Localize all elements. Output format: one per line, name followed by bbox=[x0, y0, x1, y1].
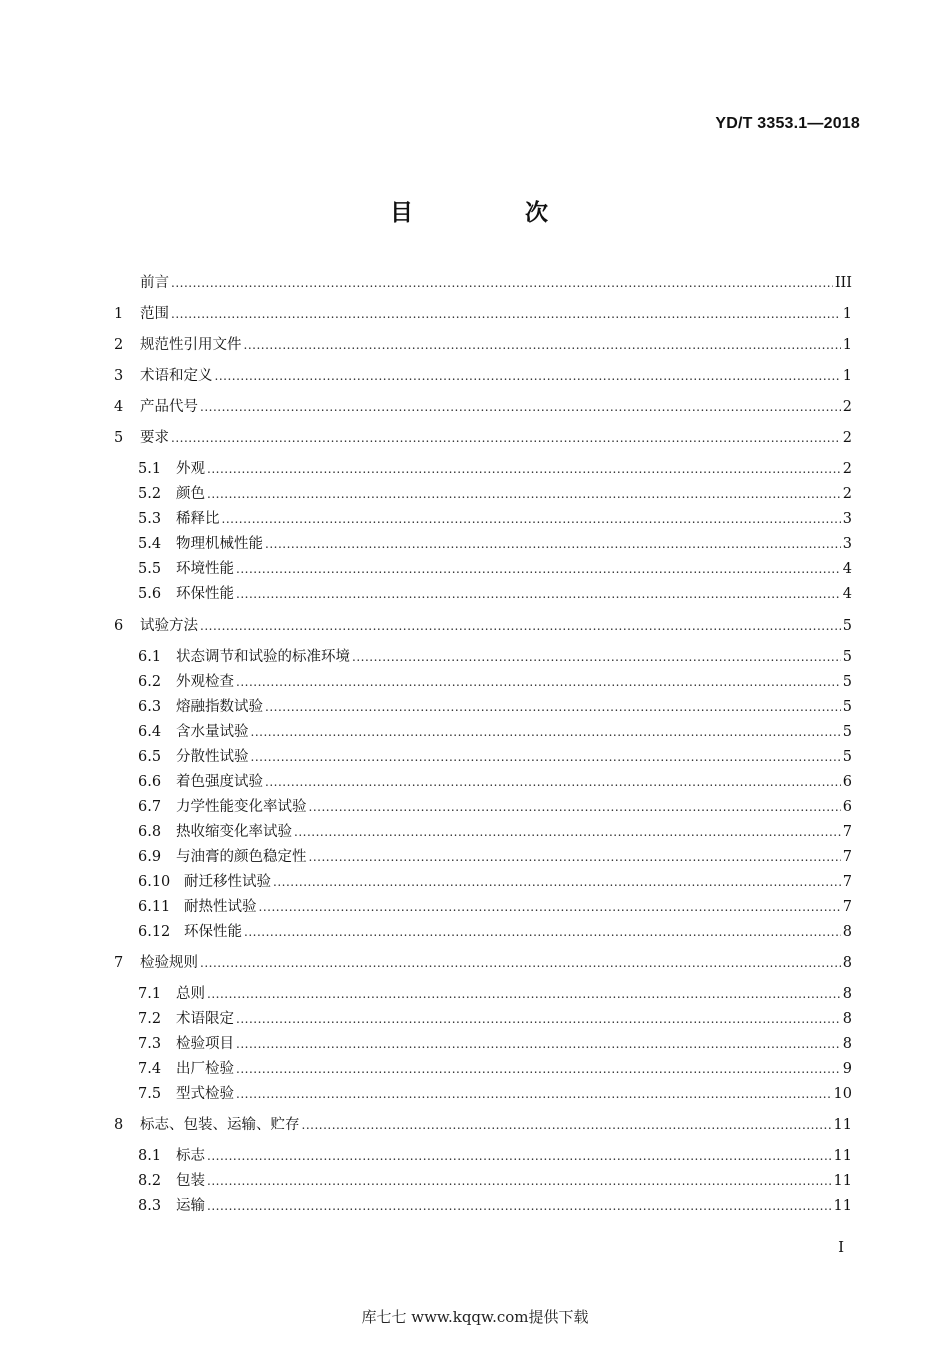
toc-entry-page: 3 bbox=[842, 536, 852, 552]
toc-leader-dots bbox=[171, 303, 841, 325]
toc-leader-dots bbox=[236, 558, 841, 580]
toc-entry-number: 7.4 bbox=[138, 1061, 162, 1077]
toc-entry-6-12[interactable] bbox=[138, 921, 852, 943]
toc-entry-7-3[interactable] bbox=[138, 1033, 852, 1055]
toc-leader-dots bbox=[171, 272, 833, 294]
toc-entry-page: 11 bbox=[833, 1148, 852, 1164]
toc-entry-number: 6.2 bbox=[138, 674, 162, 690]
toc-leader-dots bbox=[265, 771, 841, 793]
toc-entry-label: 要求 bbox=[140, 430, 169, 446]
toc-entry-5[interactable] bbox=[114, 427, 852, 449]
toc-entry-6-2[interactable] bbox=[138, 671, 852, 693]
toc-entry-label: 稀释比 bbox=[176, 511, 220, 527]
toc-entry-label: 耐迁移性试验 bbox=[184, 874, 271, 890]
toc-leader-dots bbox=[309, 846, 841, 868]
toc-leader-dots bbox=[207, 1170, 832, 1192]
toc-leader-dots bbox=[251, 746, 841, 768]
toc-entry-number: 6.4 bbox=[138, 724, 162, 740]
toc-entry-label: 颜色 bbox=[176, 486, 205, 502]
toc-entry-label: 型式检验 bbox=[176, 1086, 234, 1102]
toc-entry-7-1[interactable] bbox=[138, 983, 852, 1005]
toc-entry-3[interactable] bbox=[114, 365, 852, 387]
toc-entry-page: 5 bbox=[842, 699, 852, 715]
toc-entry-6-3[interactable] bbox=[138, 696, 852, 718]
toc-entry-label: 范围 bbox=[140, 306, 169, 322]
toc-leader-dots bbox=[207, 983, 841, 1005]
toc-entry-label: 标志 bbox=[176, 1148, 205, 1164]
toc-entry-label: 熔融指数试验 bbox=[176, 699, 263, 715]
toc-leader-dots bbox=[236, 671, 841, 693]
toc-leader-dots bbox=[352, 646, 841, 668]
toc-entry-page: 8 bbox=[842, 986, 852, 1002]
toc-entry-7-5[interactable] bbox=[138, 1083, 852, 1105]
toc-entry-6-7[interactable] bbox=[138, 796, 852, 818]
toc-entry-label: 标志、包装、运输、贮存 bbox=[140, 1117, 300, 1133]
toc-entry-label: 术语限定 bbox=[176, 1011, 234, 1027]
toc-leader-dots bbox=[244, 334, 841, 356]
toc-leader-dots bbox=[200, 396, 841, 418]
toc-entry-4[interactable] bbox=[114, 396, 852, 418]
toc-entry-label: 产品代号 bbox=[140, 399, 198, 415]
toc-leader-dots bbox=[259, 896, 841, 918]
toc-entry-label: 运输 bbox=[176, 1198, 205, 1214]
toc-entry-page: 5 bbox=[842, 724, 852, 740]
toc-entry-number: 5.5 bbox=[138, 561, 162, 577]
toc-entry-page: 6 bbox=[842, 799, 852, 815]
toc-entry-page: 8 bbox=[842, 955, 852, 971]
toc-entry-5-6[interactable] bbox=[138, 583, 852, 605]
toc-entry-5-2[interactable] bbox=[138, 483, 852, 505]
toc-entry-page: 1 bbox=[842, 368, 852, 384]
toc-entry-6-9[interactable] bbox=[138, 846, 852, 868]
toc-entry-label: 热收缩变化率试验 bbox=[176, 824, 292, 840]
toc-entry-page: 11 bbox=[833, 1173, 852, 1189]
toc-leader-dots bbox=[200, 615, 841, 637]
toc-entry-page: 7 bbox=[842, 874, 852, 890]
toc-entry-number: 3 bbox=[114, 368, 124, 384]
toc-entry-number: 8.1 bbox=[138, 1148, 162, 1164]
toc-leader-dots bbox=[265, 696, 841, 718]
toc-entry-number: 6.12 bbox=[138, 924, 171, 940]
toc-entry-6-4[interactable] bbox=[138, 721, 852, 743]
toc-entry-label: 环保性能 bbox=[184, 924, 242, 940]
toc-entry-8-3[interactable] bbox=[138, 1195, 852, 1217]
toc-entry-number: 6.5 bbox=[138, 749, 162, 765]
toc-leader-dots bbox=[294, 821, 841, 843]
toc-entry-5-1[interactable] bbox=[138, 458, 852, 480]
toc-entry-label: 外观 bbox=[176, 461, 205, 477]
toc-entry-number: 7.2 bbox=[138, 1011, 162, 1027]
toc-entry-page: 2 bbox=[842, 461, 852, 477]
toc-leader-dots bbox=[171, 427, 841, 449]
toc-entry-label: 检验规则 bbox=[140, 955, 198, 971]
toc-entry-number: 6.8 bbox=[138, 824, 162, 840]
toc-entry-number: 7.1 bbox=[138, 986, 162, 1002]
toc-entry-page: 1 bbox=[842, 337, 852, 353]
toc-entry-7[interactable] bbox=[114, 952, 852, 974]
toc-entry-label: 检验项目 bbox=[176, 1036, 234, 1052]
toc-entry-label: 力学性能变化率试验 bbox=[176, 799, 307, 815]
toc-entry-5-3[interactable] bbox=[138, 508, 852, 530]
toc-entry-label: 前言 bbox=[140, 275, 169, 291]
toc-entry-8[interactable] bbox=[114, 1114, 852, 1136]
footer-download-note: 库七七 www.kqqw.com提供下载 bbox=[361, 1308, 589, 1326]
toc-entry-label: 包装 bbox=[176, 1173, 205, 1189]
toc-entry-label: 物理机械性能 bbox=[176, 536, 263, 552]
toc-leader-dots bbox=[207, 458, 841, 480]
toc-entry-label: 含水量试验 bbox=[176, 724, 249, 740]
toc-leader-dots bbox=[273, 871, 841, 893]
toc-entry-page: 2 bbox=[842, 430, 852, 446]
toc-entry-number: 5.6 bbox=[138, 586, 162, 602]
toc-entry-page: 10 bbox=[833, 1086, 852, 1102]
toc-entry-page: 8 bbox=[842, 924, 852, 940]
toc-leader-dots bbox=[207, 483, 841, 505]
toc-entry-page: 5 bbox=[842, 618, 852, 634]
toc-entry-number: 6.3 bbox=[138, 699, 162, 715]
toc-entry-label: 术语和定义 bbox=[140, 368, 213, 384]
toc-entry-page: 8 bbox=[842, 1036, 852, 1052]
toc-entry-number: 5.1 bbox=[138, 461, 162, 477]
toc-entry-number: 1 bbox=[114, 306, 124, 322]
toc-entry-page: 9 bbox=[842, 1061, 852, 1077]
toc-entry-page: 5 bbox=[842, 749, 852, 765]
toc-entry-label: 与油膏的颜色稳定性 bbox=[176, 849, 307, 865]
toc-entry-label: 规范性引用文件 bbox=[140, 337, 242, 353]
toc-entry-number: 6.6 bbox=[138, 774, 162, 790]
toc-leader-dots bbox=[244, 921, 841, 943]
toc-entry-6-1[interactable] bbox=[138, 646, 852, 668]
toc-entry-label: 环保性能 bbox=[176, 586, 234, 602]
toc-entry-label: 着色强度试验 bbox=[176, 774, 263, 790]
toc-entry-page: III bbox=[834, 275, 852, 291]
toc-leader-dots bbox=[236, 1033, 841, 1055]
toc-entry-page: 11 bbox=[833, 1198, 852, 1214]
toc-entry-number: 7.3 bbox=[138, 1036, 162, 1052]
toc-entry-label: 出厂检验 bbox=[176, 1061, 234, 1077]
toc-entry-page: 5 bbox=[842, 649, 852, 665]
toc-entry-number: 8.2 bbox=[138, 1173, 162, 1189]
toc-entry-8-2[interactable] bbox=[138, 1170, 852, 1192]
toc-entry-number: 5.3 bbox=[138, 511, 162, 527]
toc-entry-number: 5.4 bbox=[138, 536, 162, 552]
toc-leader-dots bbox=[236, 1058, 841, 1080]
toc-entry-6-6[interactable] bbox=[138, 771, 852, 793]
toc-entry-6-11[interactable] bbox=[138, 896, 852, 918]
toc-entry-number: 6.1 bbox=[138, 649, 162, 665]
toc-entry-7-4[interactable] bbox=[138, 1058, 852, 1080]
toc-entry-number: 8.3 bbox=[138, 1198, 162, 1214]
toc-leader-dots bbox=[302, 1114, 832, 1136]
toc-entry-page: 7 bbox=[842, 899, 852, 915]
toc-entry-page: 6 bbox=[842, 774, 852, 790]
toc-leader-dots bbox=[222, 508, 841, 530]
toc-leader-dots bbox=[236, 1083, 832, 1105]
toc-entry-number: 8 bbox=[114, 1117, 124, 1133]
document-code: YD/T 3353.1—2018 bbox=[715, 115, 860, 132]
toc-entry-label: 试验方法 bbox=[140, 618, 198, 634]
toc-entry-label: 分散性试验 bbox=[176, 749, 249, 765]
toc-entry-number: 6.10 bbox=[138, 874, 171, 890]
toc-entry-number: 6.9 bbox=[138, 849, 162, 865]
toc-entry-number: 6 bbox=[114, 618, 124, 634]
toc-entry-number: 4 bbox=[114, 399, 124, 415]
toc-entry-number: 7 bbox=[114, 955, 124, 971]
toc-leader-dots bbox=[265, 533, 841, 555]
toc-entry-page: 8 bbox=[842, 1011, 852, 1027]
toc-entry-page: 11 bbox=[833, 1117, 852, 1133]
toc-entry-1[interactable] bbox=[114, 303, 852, 325]
toc-leader-dots bbox=[236, 1008, 841, 1030]
toc-entry-2[interactable] bbox=[114, 334, 852, 356]
toc-entry-page: 7 bbox=[842, 824, 852, 840]
toc-entry-page: 4 bbox=[842, 561, 852, 577]
toc-leader-dots bbox=[215, 365, 841, 387]
toc-entry-foreword[interactable] bbox=[114, 272, 852, 294]
page-title: 目 次 bbox=[389, 200, 600, 226]
toc-entry-page: 7 bbox=[842, 849, 852, 865]
toc-entry-5-5[interactable] bbox=[138, 558, 852, 580]
toc-entry-page: 5 bbox=[842, 674, 852, 690]
page-number: I bbox=[838, 1238, 844, 1256]
toc-leader-dots bbox=[251, 721, 841, 743]
toc-leader-dots bbox=[207, 1145, 832, 1167]
toc-entry-label: 外观检查 bbox=[176, 674, 234, 690]
toc-entry-6-10[interactable] bbox=[138, 871, 852, 893]
toc-entry-5-4[interactable] bbox=[138, 533, 852, 555]
toc-leader-dots bbox=[207, 1195, 832, 1217]
toc-entry-page: 4 bbox=[842, 586, 852, 602]
toc-entry-page: 2 bbox=[842, 486, 852, 502]
toc-entry-8-1[interactable] bbox=[138, 1145, 852, 1167]
toc-entry-label: 状态调节和试验的标准环境 bbox=[176, 649, 350, 665]
toc-entry-page: 1 bbox=[842, 306, 852, 322]
toc-entry-number: 2 bbox=[114, 337, 124, 353]
toc-entry-label: 耐热性试验 bbox=[184, 899, 257, 915]
toc-entry-6[interactable] bbox=[114, 615, 852, 637]
toc-entry-7-2[interactable] bbox=[138, 1008, 852, 1030]
toc-entry-page: 2 bbox=[842, 399, 852, 415]
toc-entry-number: 5.2 bbox=[138, 486, 162, 502]
toc-entry-6-5[interactable] bbox=[138, 746, 852, 768]
toc-leader-dots bbox=[309, 796, 841, 818]
toc-leader-dots bbox=[200, 952, 841, 974]
toc-entry-number: 6.7 bbox=[138, 799, 162, 815]
toc-entry-label: 环境性能 bbox=[176, 561, 234, 577]
toc-entry-number: 5 bbox=[114, 430, 124, 446]
toc-leader-dots bbox=[236, 583, 841, 605]
toc-entry-label: 总则 bbox=[176, 986, 205, 1002]
toc-entry-6-8[interactable] bbox=[138, 821, 852, 843]
toc-entry-page: 3 bbox=[842, 511, 852, 527]
toc-entry-number: 7.5 bbox=[138, 1086, 162, 1102]
toc-entry-number: 6.11 bbox=[138, 899, 171, 915]
